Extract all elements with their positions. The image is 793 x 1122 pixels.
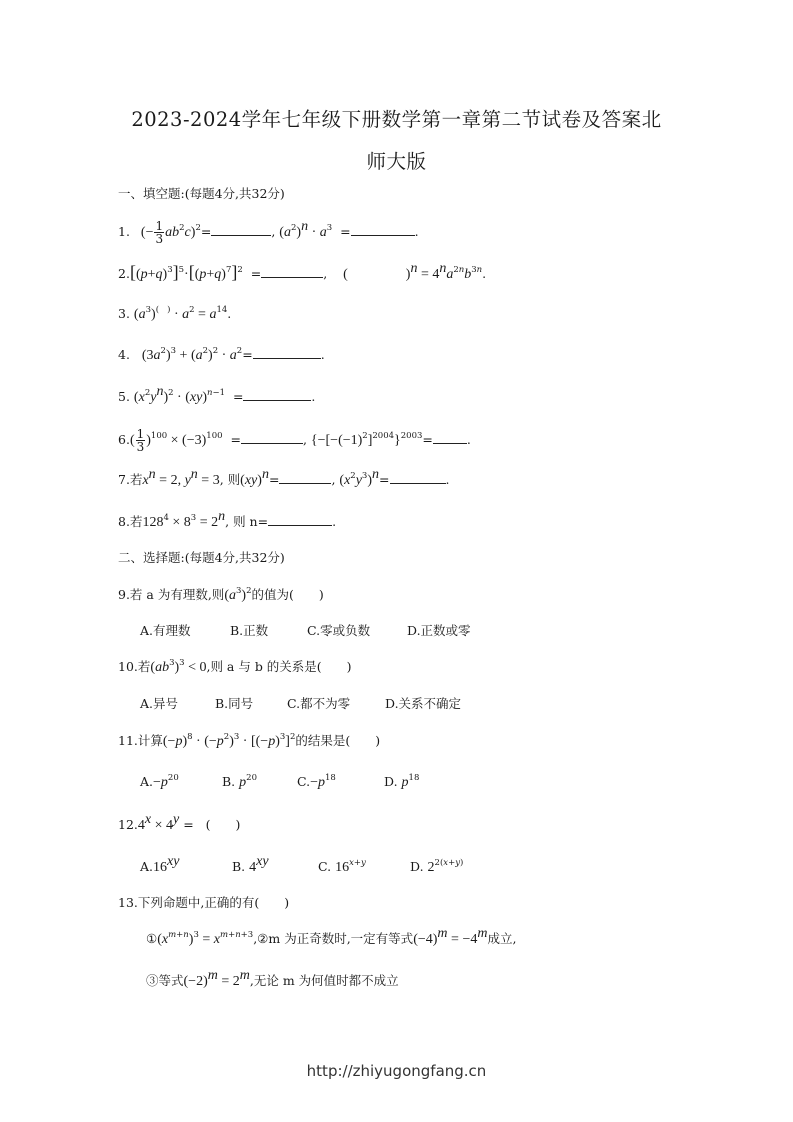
section-2-heading: 二、选择题:(每题4分,共32分) bbox=[118, 550, 285, 565]
answer-blank[interactable] bbox=[268, 513, 332, 526]
question-6-number: 6. bbox=[118, 432, 130, 447]
answer-blank[interactable] bbox=[279, 471, 331, 484]
answer-blank[interactable] bbox=[261, 265, 323, 278]
question-12-tail: ( ) bbox=[205, 817, 241, 832]
question-5: 5. $(x^2y^n)^2 \cdot (xy)^{n-1}$ = . bbox=[118, 383, 316, 405]
question-9-option-b[interactable]: B.正数 bbox=[230, 623, 269, 638]
item-1-mark: ① bbox=[146, 931, 158, 946]
question-11-option-c[interactable]: $C.-p^{18}$ bbox=[297, 772, 336, 790]
question-13-item-3: ③等式$(-2)^m = 2^m$,无论 m 为何值时都不成立 bbox=[146, 967, 399, 989]
question-8-number: 8. bbox=[118, 514, 130, 529]
item-2-text: ,②m 为正奇数时,一定有等式 bbox=[253, 931, 414, 946]
question-6: 6.( $\frac{1}{3}$ )$^{100} \times (-3)^{100}$ = , $\{-[-(-1)^2]^{2004}\}^{2003}=$ . bbox=[118, 427, 471, 454]
question-10-option-b[interactable]: B.同号 bbox=[215, 696, 254, 711]
question-2-number: 2. bbox=[118, 266, 130, 281]
question-2: $2.[(p+q)^3]^5\cdot[(p+q)^7]^2$ = , ( )$^n = 4^na^{2n}b^{3n}$. bbox=[118, 260, 487, 282]
question-10-stem: 10.若 bbox=[118, 659, 151, 674]
answer-blank[interactable] bbox=[253, 346, 321, 359]
item-3-tail: ,无论 m 为何值时都不成立 bbox=[249, 973, 399, 988]
section-1-heading: 一、填空题:(每题4分,共32分) bbox=[118, 186, 285, 201]
question-3-number: 3. bbox=[118, 306, 130, 321]
question-9-option-d[interactable]: D.正数或零 bbox=[407, 623, 471, 638]
question-12: $12.4^x \times 4^y$ = ( ) bbox=[118, 811, 241, 833]
question-10-option-d[interactable]: D.关系不确定 bbox=[385, 696, 462, 711]
question-11-option-d[interactable]: D. $p^{18}$ bbox=[384, 772, 420, 790]
question-4: 4. $(3a^2)^3 + (a^2)^2 \cdot a^2=$ . bbox=[118, 345, 325, 363]
question-7-then: 则 bbox=[227, 472, 241, 487]
question-11-option-b[interactable]: B. $p^{20}$ bbox=[222, 772, 257, 790]
question-10-tail: ,则 a 与 b 的关系是( ) bbox=[206, 659, 352, 674]
item-2-tail: 成立, bbox=[487, 931, 517, 946]
question-10: 10.若$(ab^3)^3 < 0$,则 a 与 b 的关系是( ) bbox=[118, 657, 352, 675]
question-8-then: 则 n= bbox=[233, 514, 269, 529]
question-1: 1. (− $\frac{1}{3}$ $ab^2c)^2=$ , $(a^2)^n \cdot a^3$ = . bbox=[118, 218, 419, 246]
question-11-stem: 11.计算 bbox=[118, 733, 163, 748]
fraction-one-third: $\frac{1}{3}$ bbox=[155, 219, 164, 246]
question-12-option-a[interactable]: $A.16^{xy}$ bbox=[140, 853, 180, 875]
answer-blank[interactable] bbox=[243, 388, 311, 401]
page-title-line-2: 师大版 bbox=[366, 150, 427, 173]
question-5-number: 5. bbox=[118, 389, 130, 404]
question-13-stem: 13.下列命题中,正确的有( ) bbox=[118, 895, 290, 910]
question-7-number: 7. bbox=[118, 472, 130, 487]
question-9: 9.若 a 为有理数,则$(a^3)^2$的值为( ) bbox=[118, 585, 324, 603]
question-10-option-a[interactable]: A.异号 bbox=[140, 696, 179, 711]
question-11-option-a[interactable]: $A.-p^{20}$ bbox=[140, 772, 179, 790]
answer-blank[interactable] bbox=[433, 431, 467, 444]
footer-url[interactable]: http://zhiyugongfang.cn bbox=[306, 1062, 487, 1080]
question-8-prefix: 若 bbox=[129, 514, 143, 529]
question-12-option-b[interactable]: B. $4^{xy}$ bbox=[232, 853, 269, 875]
question-7: 7.若$x^n = 2$, $y^n = 3$, 则(xy)$^n$= , $(x^2y^3)^n=$ . bbox=[118, 466, 450, 488]
page-title-line-1: 2023-2024学年七年级下册数学第一章第二节试卷及答案北 bbox=[131, 108, 662, 131]
question-7-prefix: 若 bbox=[129, 472, 143, 487]
answer-blank[interactable] bbox=[241, 431, 303, 444]
question-12-option-c[interactable]: C. $16^{x+y}$ bbox=[318, 857, 366, 875]
question-13-items-1-2: $①(x^{m+n})^3$ = $x^{m+n+3},②m$ 为正奇数时,一定有等式$(-4)^m = -4^m$成立, bbox=[146, 925, 517, 947]
question-3: 3. $(a^3)^{( )} \cdot a^2 = a^{14}$. bbox=[118, 304, 232, 322]
question-9-option-c[interactable]: C.零或负数 bbox=[307, 623, 371, 638]
question-10-option-c[interactable]: C.都不为零 bbox=[287, 696, 351, 711]
question-11-tail: 的结果是( ) bbox=[295, 733, 381, 748]
question-1-number: 1. bbox=[118, 224, 130, 239]
answer-blank[interactable] bbox=[351, 223, 415, 236]
question-11: 11.计算$(-p)^8 \cdot (-p^2)^3 \cdot [(-p)^3]^2$的结果是( ) bbox=[118, 731, 381, 749]
question-12-option-d[interactable]: D. $2^{2(x+y)}$ bbox=[410, 857, 464, 875]
question-9-tail: 的值为( ) bbox=[251, 587, 324, 602]
answer-blank[interactable] bbox=[390, 471, 446, 484]
fraction-one-third: $\frac{1}{3}$ bbox=[136, 427, 145, 454]
question-12-stem: 12. bbox=[118, 817, 138, 832]
answer-blank[interactable] bbox=[211, 223, 271, 236]
question-9-option-a[interactable]: A.有理数 bbox=[140, 623, 191, 638]
question-4-number: 4. bbox=[118, 347, 130, 362]
item-3-mark: ③等式 bbox=[146, 973, 184, 988]
question-8: 8.若$128^4 \times 8^3 = 2^n$, 则 n= . bbox=[118, 508, 337, 530]
question-9-stem: 9.若 a 为有理数,则 bbox=[118, 587, 225, 602]
